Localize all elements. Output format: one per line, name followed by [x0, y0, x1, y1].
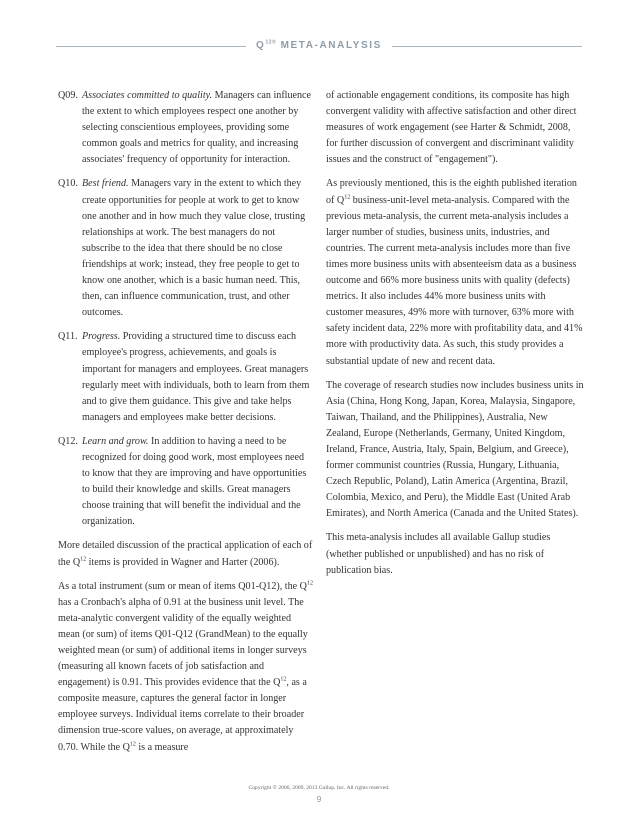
list-item-q10 [58, 176, 314, 321]
header-rule-right [392, 46, 582, 47]
header-rule-left [56, 46, 246, 47]
item-number: Q11. [58, 331, 78, 343]
superscript: 12 [80, 556, 87, 563]
text-run: is a measure [135, 741, 189, 753]
list-item-q11 [58, 329, 314, 426]
item-lead: Progress. [82, 331, 121, 343]
paragraph-actionable-engagement: of actionable engagement conditions, its composite has high convergent validity with affective satisfaction and other direct measures of work engagement (see Harter & Schmidt, 2008, for further discussion of convergent and discriminant validity issues and the construct of "engagement"). [326, 90, 577, 166]
text-run: , as a composite measure, captures the general factor in longer employee surveys. Individual items correlate to their broader dimension true-score values, on average, at approximately 0.70. While the Q [58, 677, 307, 753]
text-run: More detailed discussion of the practical application of each of the Q [58, 540, 313, 568]
superscript: 12 [344, 194, 351, 201]
header-title-q: Q [256, 40, 266, 51]
item-number: Q10. [58, 178, 78, 190]
text-run: As previously mentioned, this is the eighth published iteration of Q [326, 178, 577, 206]
superscript: 12 [280, 676, 287, 683]
item-body [82, 434, 314, 531]
paragraph-eighth-iteration [326, 176, 584, 369]
right-column [326, 88, 584, 587]
item-number: Q09. [58, 90, 78, 101]
paragraph-total-instrument [58, 579, 314, 756]
text-run: business-unit-level meta-analysis. Compared with the previous meta-analysis, the current meta-analysis includes a larger number of studies, business units, industries, and countries. The current meta-analysis includes more than five times more business units with absenteeism data as a business outcome and 66% more business units with quality (defects) metrics. It also includes 44% more business units with customer measures, 49% more with turnover, 63% more with safety incident data, 22% more with profitability data, and 41% more with productivity data. As such, this study provides a substantial update of new and recent data. [326, 194, 583, 367]
paragraph-practical-application [58, 538, 314, 570]
item-lead: Associates committed to quality. [82, 90, 213, 101]
item-body [82, 176, 314, 321]
left-column [58, 88, 314, 764]
list-item-q12 [58, 434, 314, 531]
item-text: Managers can influence the extent to which employees respect one another by selecting conscientious employees, providing some common goals and metrics for quality, and increasing associates' frequency of opportunity for interaction. [82, 90, 312, 166]
superscript: 12 [306, 580, 313, 587]
page-header [56, 38, 582, 54]
item-body [82, 329, 314, 426]
item-text: Managers vary in the extent to which they create opportunities for people at work to get to know one another and in how much they value close, trusting relationships at work. The best managers do not subscribe to the idea that there should be no close friendships at work; instead, they free people to get to know one another, which is a basic human need. This, then, can influence communication, trust, and other outcomes. [82, 178, 306, 319]
item-number: Q12. [58, 435, 78, 447]
copyright-notice: Copyright © 2006, 2009, 2013 Gallup, Inc. All rights reserved. [248, 785, 390, 791]
item-lead: Best friend. [82, 178, 129, 190]
item-body [82, 88, 314, 168]
text-run: has a Cronbach's alpha of 0.91 at the business unit level. The meta-analytic convergent validity of the equally weighted mean (or sum) of items Q01-Q12 (GrandMean) to the equally weighted mean (or sum) of additional items in longer surveys (measuring all known facets of job satisfaction and engagement) is 0.91. This provides evidence that the Q [58, 596, 308, 689]
paragraph-publication-bias: This meta-analysis includes all available Gallup studies (whether published or unpublished) and has no risk of publication bias. [326, 532, 551, 576]
list-item-q09 [58, 88, 314, 168]
paragraph-coverage: The coverage of research studies now includes business units in Asia (China, Hong Kong, Japan, Korea, Malaysia, Singapore, Taiwan, Thailand, and the Philippines), Australia, New Zealand, Europe (Netherlands, Germany, United Kingdom, Ireland, France, Austria, Italy, Spain, Belgium, and Greece), former communist countries (Russia, Hungary, Lithuania, Czech Republic, Poland), Latin America (Argentina, Brazil, Colombia, Mexico, and Peru), the Middle East (United Arab Emirates), and North America (Canada and the United States). [326, 379, 584, 520]
page-footer [0, 784, 638, 805]
header-title-sup: 12® [265, 39, 277, 46]
header-title [246, 38, 392, 54]
text-run: As a total instrument (sum or mean of items Q01-Q12), the Q [58, 580, 307, 592]
item-text: Providing a structured time to discuss each employee's progress, achievements, and goals is important for managers and employees. Great managers regularly meet with individuals, both to learn from them and to give them guidance. This give and take helps managers and employees make better decisions. [82, 331, 310, 423]
text-run: items is provided in Wagner and Harter (2006). [86, 556, 280, 568]
superscript: 12 [129, 741, 136, 748]
item-lead: Learn and grow. [82, 435, 149, 447]
item-text: In addition to having a need to be recognized for doing good work, most employees need to know that they are improving and have opportunities to build their knowledge and skills. Great managers choose training that will benefit the individual and the organization. [82, 435, 307, 528]
page-number: 9 [316, 794, 322, 804]
header-title-rest: META-ANALYSIS [276, 40, 382, 51]
